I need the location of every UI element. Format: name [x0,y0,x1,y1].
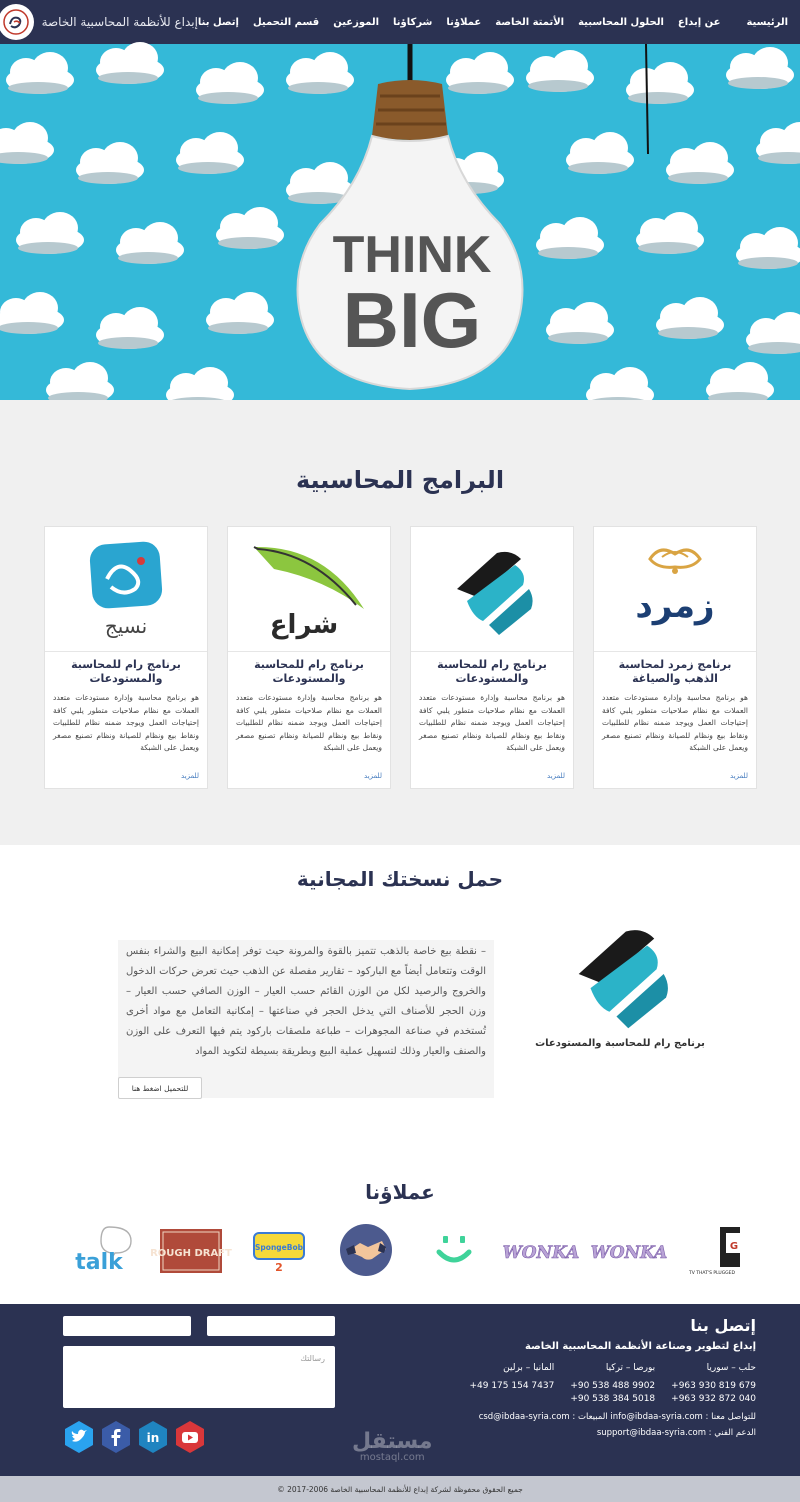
program-card[interactable] [44,526,208,789]
svg-text:G: G [729,1241,739,1252]
nav-item-partners[interactable]: شركاؤنا [393,16,433,28]
nav-item-clients[interactable]: عملاؤنا [446,16,482,28]
svg-text:نسيج: نسيج [104,614,148,638]
phone[interactable]: +963 930 819 679 [671,1381,756,1391]
nav-item-downloads[interactable]: قسم التحميل [252,16,320,28]
program-card-title: برنامج رام للمحاسبة والمستودعات [437,658,547,685]
message-field[interactable]: رسالتك [63,1346,335,1408]
download-button[interactable]: للتحميل اضغط هنا [118,1077,202,1099]
program-card[interactable] [410,526,574,789]
svg-text:in: in [146,1431,160,1445]
client-logo-wonka-2[interactable] [502,1222,580,1278]
client-logo-smile-icon[interactable] [420,1222,488,1278]
more-link[interactable]: للمزيد [364,772,382,780]
footer-contact [436,1316,756,1438]
twitter-icon[interactable] [63,1420,95,1454]
social-links [63,1420,206,1454]
ram-logo-icon [411,527,573,652]
phone[interactable]: +90 538 488 9902 [570,1381,656,1391]
footer-offices [436,1362,756,1406]
program-card[interactable] [593,526,757,789]
footer-title: إتصل بنا [690,1316,756,1335]
program-card-description: هو برنامج محاسبة وإدارة مستودعات متعدد العملات مع نظام صلاحيات متطور يلبي كافة إحتياجات العمل ويوجد ضمنه نظام للطلبيات ونقاط بيع ونظام للصيانة ونظام تصنيع مصغر ويعمل على الشبكة [419,693,565,752]
nav-item-distributors[interactable]: الموزعين [333,16,380,28]
clients-title: عملاؤنا [365,1180,435,1204]
svg-text:TV THAT'S PLUGGED: TV THAT'S PLUGGED [688,1271,735,1276]
program-card[interactable] [227,526,391,789]
nav-item-solutions[interactable]: الحلول المحاسبية [578,16,664,28]
top-navbar [0,0,800,44]
program-card-description: هو برنامج محاسبة وإدارة مستودعات متعدد العملات مع نظام صلاحيات متطور يلبي كافة إحتياجات العمل ويوجد ضمنه نظام للطلبيات ونقاط بيع ونظام للصيانة ونظام تصنيع مصغر ويعمل على الشبكة [53,693,199,752]
nav-item-contact[interactable]: إتصل بنا [197,16,239,28]
hero-big: BIG [342,276,482,364]
footer-company: إبداع لتطوير وصناعة الأنظمة المحاسبية الخاصة [525,1341,756,1352]
client-logo-spongebob[interactable] [245,1222,313,1278]
client-logo-wonka-1[interactable] [590,1222,667,1278]
client-logo-handshake-icon[interactable] [332,1222,400,1278]
linkedin-icon[interactable] [137,1420,169,1454]
hero-banner [0,44,800,400]
office-berlin: المانيا – برلين +49 175 154 7437 [469,1363,555,1391]
svg-text:زمرد: زمرد [635,586,715,626]
copyright-bar: جميع الحقوق محفوظة لشركة إبداع للأنظمة المحاسبية الخاصة 2006-2017 © [0,1476,800,1502]
more-link[interactable]: للمزيد [181,772,199,780]
svg-text:ROUGH DRAFT: ROUGH DRAFT [150,1248,233,1259]
phone[interactable]: +963 932 872 040 [671,1394,756,1404]
programs-section [0,400,800,845]
programs-title: البرامج المحاسبية [295,466,505,494]
more-link[interactable]: للمزيد [547,772,565,780]
footer-contact-emails[interactable]: للتواصل معنا : info@ibdaa-syria.com المبيعات : csd@ibdaa-syria.com [478,1412,756,1422]
nav-item-about[interactable]: عن إبداع [677,16,721,28]
bulb-socket [372,80,448,140]
program-cards [44,526,757,789]
shiraa-logo-icon [228,527,390,652]
more-link[interactable]: للمزيد [730,772,748,780]
program-card-title: برنامج رام للمحاسبة والمستودعات [71,658,181,685]
watermark: مستقل mostaql.com [352,1429,433,1463]
nav-menu [198,17,788,28]
facebook-icon[interactable] [100,1420,132,1454]
youtube-icon[interactable] [174,1420,206,1454]
svg-text:talk: talk [75,1250,123,1275]
phone[interactable]: +49 175 154 7437 [469,1381,555,1391]
svg-text:WONKA: WONKA [502,1243,580,1263]
hero-think: THINK [332,226,492,284]
name-field[interactable] [207,1316,335,1336]
think-big-illustration [0,44,800,400]
client-logo-rough-draft[interactable] [150,1222,233,1278]
program-card-title: برنامج رام للمحاسبة والمستودعات [254,658,364,685]
footer-support-email[interactable]: الدعم الفني : support@ibdaa-syria.com [596,1428,756,1438]
program-card-description: هو برنامج محاسبة وإدارة مستودعات متعدد العملات مع نظام صلاحيات متطور يلبي كافة إحتياجات العمل ويوجد ضمنه نظام للطلبيات ونقاط بيع ونظام للصيانة ونظام تصنيع مصغر ويعمل على الشبكة [602,693,748,752]
program-card-title: برنامج زمرد لمحاسبة الذهب والصياغة [618,658,732,685]
naseej-logo-icon [45,527,207,652]
client-logo-google-talk[interactable] [70,1222,138,1278]
nav-item-automation[interactable]: الأتمتة الخاصة [495,16,565,28]
nav-item-home[interactable]: الرئيسية [746,16,788,28]
brand[interactable] [0,4,198,40]
office-bursa: بورصا – تركيا +90 538 488 9902 +90 538 384 5018 [570,1363,656,1404]
client-logo-plugged[interactable] [682,1222,750,1278]
phone[interactable]: +90 538 384 5018 [570,1394,656,1404]
svg-text:شراع: شراع [269,610,339,640]
email-field[interactable] [63,1316,191,1336]
download-description: – نقطة بيع خاصة بالذهب تتميز بالقوة والمرونة حيث توفر إمكانية البيع والشراء بنفس الوقت وتتعامل أيضاً مع الباركود – تقارير مفصلة عن الذهب حيث تعرض حركات الدخول والخروج والرصيد لكل من الوزن القائم حسب العيار – الوزن الصافي حسب العيار – وزن الحجر للأصناف التي يدخل الحجر في صناعتها – إمكانية التعامل مع مواد أخرى تُستخدم في صناعة المجوهرات – طباعة ملصقات باركود يتم فيها التعرف على الوزن والصنف والعيار وذلك لتسهيل عملية البيع وبطريقة بسيطة لتكويد المواد [126,946,486,1057]
download-program-caption: برنامج رام للمحاسبة والمستودعات [535,1038,705,1049]
download-description-box [118,940,494,1098]
ram-logo-large-icon [540,915,700,1037]
program-card-description: هو برنامج محاسبة وإدارة مستودعات متعدد العملات مع نظام صلاحيات متطور يلبي كافة إحتياجات العمل ويوجد ضمنه نظام للطلبيات ونقاط بيع ونظام للصيانة ونظام تصنيع مصغر ويعمل على الشبكة [236,693,382,752]
zumurrud-logo-icon [594,527,756,652]
download-title: حمل نسختك المجانية [296,867,504,891]
svg-text:WONKA: WONKA [590,1243,667,1263]
brand-logo-icon [0,4,34,40]
svg-text:2: 2 [275,1261,283,1274]
client-logos [70,1220,750,1280]
footer [0,1304,800,1476]
svg-text:SpongeBob: SpongeBob [254,1243,303,1252]
office-aleppo: حلب – سوريا +963 930 819 679 +963 932 872 040 [671,1363,756,1404]
brand-name: إبداع للأنظمة المحاسبية الخاصة [41,15,198,29]
